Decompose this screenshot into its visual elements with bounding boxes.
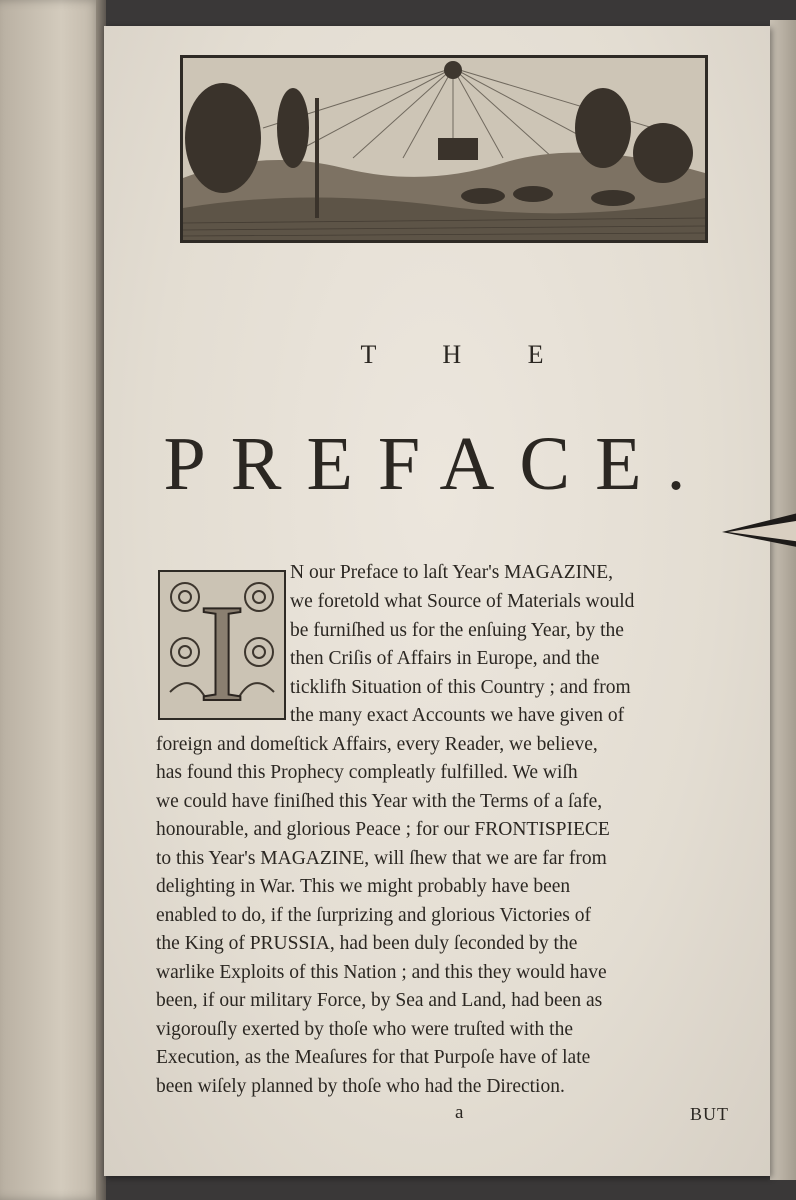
bookmark-ribbon bbox=[722, 510, 796, 550]
text-line: enabled to do, if the ſurprizing and glorious Victories of bbox=[156, 905, 591, 926]
signature-mark: a bbox=[455, 1102, 464, 1123]
text-line: foreign and domeſtick Affairs, every Reader, we believe, bbox=[156, 734, 598, 755]
text-line: we foretold what Source of Materials would bbox=[290, 591, 635, 612]
text-line: then Criſis of Affairs in Europe, and the bbox=[290, 648, 600, 669]
text-line: honourable, and glorious Peace ; for our FRONTISPIECE bbox=[156, 819, 610, 840]
text-line: warlike Exploits of this Nation ; and this they would have bbox=[156, 962, 607, 983]
catchword: BUT bbox=[690, 1104, 729, 1124]
text-line: Execution, as the Meaſures for that Purpoſe have of late bbox=[156, 1047, 591, 1068]
right-page-stack bbox=[770, 20, 796, 1180]
left-page-edge bbox=[0, 0, 102, 1200]
text-line: been, if our military Force, by Sea and Land, had been as bbox=[156, 990, 603, 1011]
text-line: the many exact Accounts we have given of bbox=[290, 705, 625, 726]
text-line: the King of PRUSSIA, had been duly ſeconded by the bbox=[156, 933, 578, 954]
text-line: has found this Prophecy compleatly fulfilled. We wiſh bbox=[156, 762, 578, 783]
text-line: we could have finiſhed this Year with the Terms of a ſafe, bbox=[156, 791, 603, 812]
text-line: be furniſhed us for the enſuing Year, by the bbox=[290, 620, 624, 641]
text-line: vigorouſly exerted by thoſe who were truſted with the bbox=[156, 1019, 573, 1040]
woodcut-headpiece bbox=[180, 55, 708, 243]
heading-preface: PREFACE. bbox=[163, 422, 711, 506]
text-line: N our Preface to laſt Year's MAGAZINE, bbox=[290, 562, 614, 583]
heading-the: T H E bbox=[360, 340, 574, 369]
dropcap-letter: I bbox=[198, 576, 246, 718]
decorative-initial-i bbox=[158, 570, 286, 720]
text-line: to this Year's MAGAZINE, will ſhew that we are far from bbox=[156, 848, 607, 869]
text-line: delighting in War. This we might probably have been bbox=[156, 876, 571, 897]
text-line: ticklifh Situation of this Country ; and from bbox=[290, 677, 631, 698]
text-line: been wiſely planned by thoſe who had the Direction. bbox=[156, 1076, 565, 1097]
